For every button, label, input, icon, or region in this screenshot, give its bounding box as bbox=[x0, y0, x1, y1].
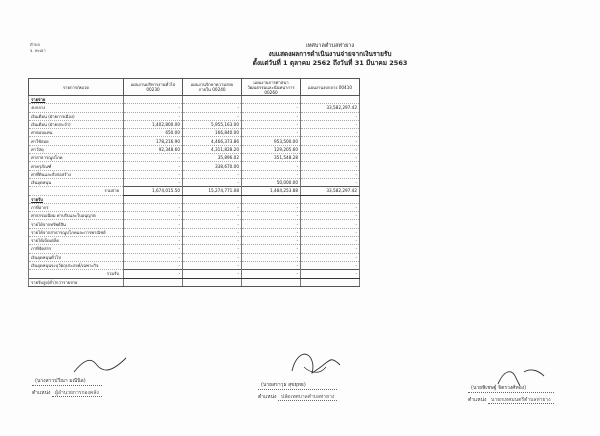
amount-cell: - bbox=[301, 120, 360, 128]
row-label: เงินเดือน (ฝ่ายประจำ) bbox=[29, 120, 124, 128]
amount-cell: 5,955,163.00 bbox=[183, 120, 242, 128]
row-label: เงินอุดหนุนทั่วไป bbox=[29, 253, 124, 261]
row-label: ค่าตอบแทน bbox=[29, 129, 124, 137]
amount-cell: - bbox=[242, 120, 301, 128]
amount-cell: - bbox=[242, 129, 301, 137]
amount-cell: - bbox=[183, 237, 242, 245]
amount-cell: - bbox=[242, 212, 301, 220]
amount-cell: 1,484,253.88 bbox=[242, 187, 301, 195]
signature-block-3 bbox=[468, 384, 554, 404]
amount-cell: - bbox=[242, 228, 301, 236]
amount-cell: - bbox=[183, 203, 242, 211]
column-header: แผนงานงบกลาง 00410 bbox=[301, 79, 360, 96]
amount-cell: 15,274,771.08 bbox=[183, 187, 242, 195]
amount-cell: 33,582,297.42 bbox=[301, 104, 360, 112]
amount-cell: - bbox=[124, 178, 183, 186]
amount-cell bbox=[124, 195, 183, 203]
amount-cell: - bbox=[301, 220, 360, 228]
amount-cell: - bbox=[124, 162, 183, 170]
row-label: ค่าวัสดุ bbox=[29, 145, 124, 153]
amount-cell: - bbox=[183, 170, 242, 178]
municipality-title: เทศบาลตำบลท่ายาง bbox=[305, 43, 355, 49]
row-label: เงินเดือน (ฝ่ายการเมือง) bbox=[29, 112, 124, 120]
table-row bbox=[29, 261, 360, 269]
amount-cell: 351,548.28 bbox=[242, 154, 301, 162]
amount-cell bbox=[301, 195, 360, 203]
amount-cell: - bbox=[183, 212, 242, 220]
amount-cell: 33,582,297.42 bbox=[301, 187, 360, 195]
amount-cell: - bbox=[242, 170, 301, 178]
amount-cell: 178,216.90 bbox=[124, 137, 183, 145]
column-header: แผนงานการศาสนา วัฒนธรรมและนันทนาการ 00260 bbox=[242, 79, 301, 96]
signer-name: (นายพิเชษฐ์ จิตรวงศ์ทอง) bbox=[468, 384, 554, 393]
amount-cell bbox=[183, 96, 242, 104]
amount-cell: 1,402,800.00 bbox=[124, 120, 183, 128]
amount-cell: 129,205.60 bbox=[242, 145, 301, 153]
amount-cell: - bbox=[183, 112, 242, 120]
table-row bbox=[29, 104, 360, 112]
amount-cell: 50,000.00 bbox=[242, 178, 301, 186]
amount-cell: 1,674,015.50 bbox=[124, 187, 183, 195]
amount-cell bbox=[242, 278, 301, 286]
amount-cell: - bbox=[124, 154, 183, 162]
amount-cell: - bbox=[242, 270, 301, 278]
net-row bbox=[29, 278, 360, 286]
amount-cell: - bbox=[124, 261, 183, 269]
amount-cell: - bbox=[183, 261, 242, 269]
amount-cell: - bbox=[242, 261, 301, 269]
amount-cell: 4,311,828.20 bbox=[183, 145, 242, 153]
amount-cell bbox=[242, 195, 301, 203]
amount-cell: - bbox=[183, 270, 242, 278]
amount-cell: - bbox=[301, 170, 360, 178]
table-row bbox=[29, 120, 360, 128]
amount-cell: 338,670.00 bbox=[183, 162, 242, 170]
amount-cell bbox=[124, 96, 183, 104]
amount-cell: - bbox=[242, 104, 301, 112]
amount-cell bbox=[242, 96, 301, 104]
amount-cell: - bbox=[124, 220, 183, 228]
amount-cell: - bbox=[183, 178, 242, 186]
amount-cell: - bbox=[301, 203, 360, 211]
amount-cell: - bbox=[301, 178, 360, 186]
table-row bbox=[29, 237, 360, 245]
amount-cell: - bbox=[301, 237, 360, 245]
amount-cell: - bbox=[124, 212, 183, 220]
signature-block-2 bbox=[258, 381, 337, 401]
amount-cell: - bbox=[301, 154, 360, 162]
table-row bbox=[29, 228, 360, 236]
amount-cell bbox=[301, 278, 360, 286]
total-row bbox=[29, 270, 360, 278]
table-row bbox=[29, 112, 360, 120]
table-row bbox=[29, 162, 360, 170]
amount-cell: - bbox=[301, 129, 360, 137]
table-row bbox=[29, 137, 360, 145]
amount-cell: 35,896.02 bbox=[183, 154, 242, 162]
amount-cell: - bbox=[124, 253, 183, 261]
table-body bbox=[29, 96, 360, 287]
row-label: รวมจ่าย bbox=[29, 187, 124, 195]
amount-cell: - bbox=[242, 203, 301, 211]
amount-cell: 92,348.60 bbox=[124, 145, 183, 153]
total-row bbox=[29, 187, 360, 195]
section-heading-row bbox=[29, 195, 360, 203]
amount-cell: 650.00 bbox=[124, 129, 183, 137]
table-header-row bbox=[29, 79, 360, 96]
amount-cell bbox=[183, 278, 242, 286]
row-label: รายได้จากทรัพย์สิน bbox=[29, 220, 124, 228]
amount-cell: - bbox=[242, 220, 301, 228]
table-row bbox=[29, 245, 360, 253]
row-label: ค่าครุภัณฑ์ bbox=[29, 162, 124, 170]
table-row bbox=[29, 220, 360, 228]
amount-cell bbox=[183, 195, 242, 203]
amount-cell: - bbox=[183, 245, 242, 253]
statement-table bbox=[28, 78, 360, 287]
row-label: ค่าธรรมเนียม ค่าปรับและใบอนุญาต bbox=[29, 212, 124, 220]
column-header: แผนงานรักษาความสงบภายใน 00240 bbox=[183, 79, 242, 96]
section-heading-row bbox=[29, 96, 360, 104]
amount-cell: - bbox=[301, 112, 360, 120]
column-header: รายการ/หมวด bbox=[29, 79, 124, 96]
amount-cell: - bbox=[124, 112, 183, 120]
signer-name: (นายสราวุธ สุขยุทธ) bbox=[258, 381, 337, 390]
amount-cell: - bbox=[124, 228, 183, 236]
amount-cell: - bbox=[301, 270, 360, 278]
amount-cell: - bbox=[242, 112, 301, 120]
amount-cell: - bbox=[124, 104, 183, 112]
amount-cell: - bbox=[183, 228, 242, 236]
row-label: รวมรับ bbox=[29, 270, 124, 278]
row-label: ค่าสาธารณูปโภค bbox=[29, 154, 124, 162]
row-label: งบกลาง bbox=[29, 104, 124, 112]
table-row bbox=[29, 129, 360, 137]
amount-cell: - bbox=[124, 170, 183, 178]
column-header: แผนงานบริหารงานทั่วไป 00230 bbox=[124, 79, 183, 96]
amount-cell: - bbox=[301, 212, 360, 220]
amount-cell: - bbox=[301, 245, 360, 253]
signature-scribble-1 bbox=[70, 352, 130, 377]
row-label: ภาษีอากร bbox=[29, 203, 124, 211]
table-row bbox=[29, 253, 360, 261]
amount-cell: - bbox=[124, 270, 183, 278]
row-label: รายรับ bbox=[29, 195, 124, 203]
amount-cell: - bbox=[242, 237, 301, 245]
row-label: รายจ่าย bbox=[29, 96, 124, 104]
row-label: รายรับสูง(ต่ำ)กว่ารายจ่าย bbox=[29, 278, 124, 286]
amount-cell: - bbox=[242, 245, 301, 253]
amount-cell: - bbox=[183, 253, 242, 261]
corner-note bbox=[30, 42, 46, 54]
signature-block-1 bbox=[32, 377, 102, 397]
table-row bbox=[29, 145, 360, 153]
statement-period: ตั้งแต่วันที่ 1 ตุลาคม 2562 ถึงวันที่ 31 มีนาคม 2563 bbox=[252, 59, 408, 67]
amount-cell: - bbox=[124, 245, 183, 253]
row-label: ภาษีจัดสรร bbox=[29, 245, 124, 253]
table-row bbox=[29, 154, 360, 162]
table-row bbox=[29, 178, 360, 186]
amount-cell: - bbox=[183, 104, 242, 112]
amount-cell: - bbox=[301, 162, 360, 170]
row-label: รายได้จากสาธารณูปโภคและการพาณิชย์ bbox=[29, 228, 124, 236]
signature-scribble-2 bbox=[286, 347, 346, 381]
amount-cell: - bbox=[301, 253, 360, 261]
signer-position: ตำแหน่ง ผู้อำนวยการกองคลัง bbox=[32, 389, 102, 397]
amount-cell: - bbox=[124, 237, 183, 245]
table-row bbox=[29, 203, 360, 211]
amount-cell bbox=[301, 96, 360, 104]
statement-title: งบแสดงผลการดำเนินงานจ่ายจากเงินรายรับ bbox=[268, 50, 392, 58]
amount-cell: - bbox=[301, 228, 360, 236]
row-label: เงินอุดหนุนระบุวัตถุประสงค์/เฉพาะกิจ bbox=[29, 261, 124, 269]
table-row bbox=[29, 212, 360, 220]
amount-cell: 953,500.00 bbox=[242, 137, 301, 145]
amount-cell: 4,466,373.86 bbox=[183, 137, 242, 145]
row-label: เงินอุดหนุน bbox=[29, 178, 124, 186]
signer-position: ตำแหน่ง นายกเทศมนตรีตำบลท่ายาง bbox=[468, 396, 554, 404]
signer-position: ตำแหน่ง ปลัดเทศบาลตำบลท่ายาง bbox=[258, 393, 337, 401]
corner-note-line: ตำบล bbox=[30, 42, 40, 47]
corner-note-line: จ. พะเยา bbox=[30, 48, 46, 53]
amount-cell: - bbox=[183, 220, 242, 228]
row-label: ค่าใช้สอย bbox=[29, 137, 124, 145]
amount-cell: 166,840.00 bbox=[183, 129, 242, 137]
amount-cell: - bbox=[242, 162, 301, 170]
signer-name: (นางสาวปวีณา มณีนิล) bbox=[32, 377, 102, 386]
amount-cell: - bbox=[124, 203, 183, 211]
amount-cell: - bbox=[301, 137, 360, 145]
row-label: รายได้เบ็ดเตล็ด bbox=[29, 237, 124, 245]
table-row bbox=[29, 170, 360, 178]
amount-cell bbox=[124, 278, 183, 286]
row-label: ค่าที่ดินและสิ่งก่อสร้าง bbox=[29, 170, 124, 178]
amount-cell: - bbox=[242, 253, 301, 261]
amount-cell: - bbox=[301, 261, 360, 269]
amount-cell: - bbox=[301, 145, 360, 153]
